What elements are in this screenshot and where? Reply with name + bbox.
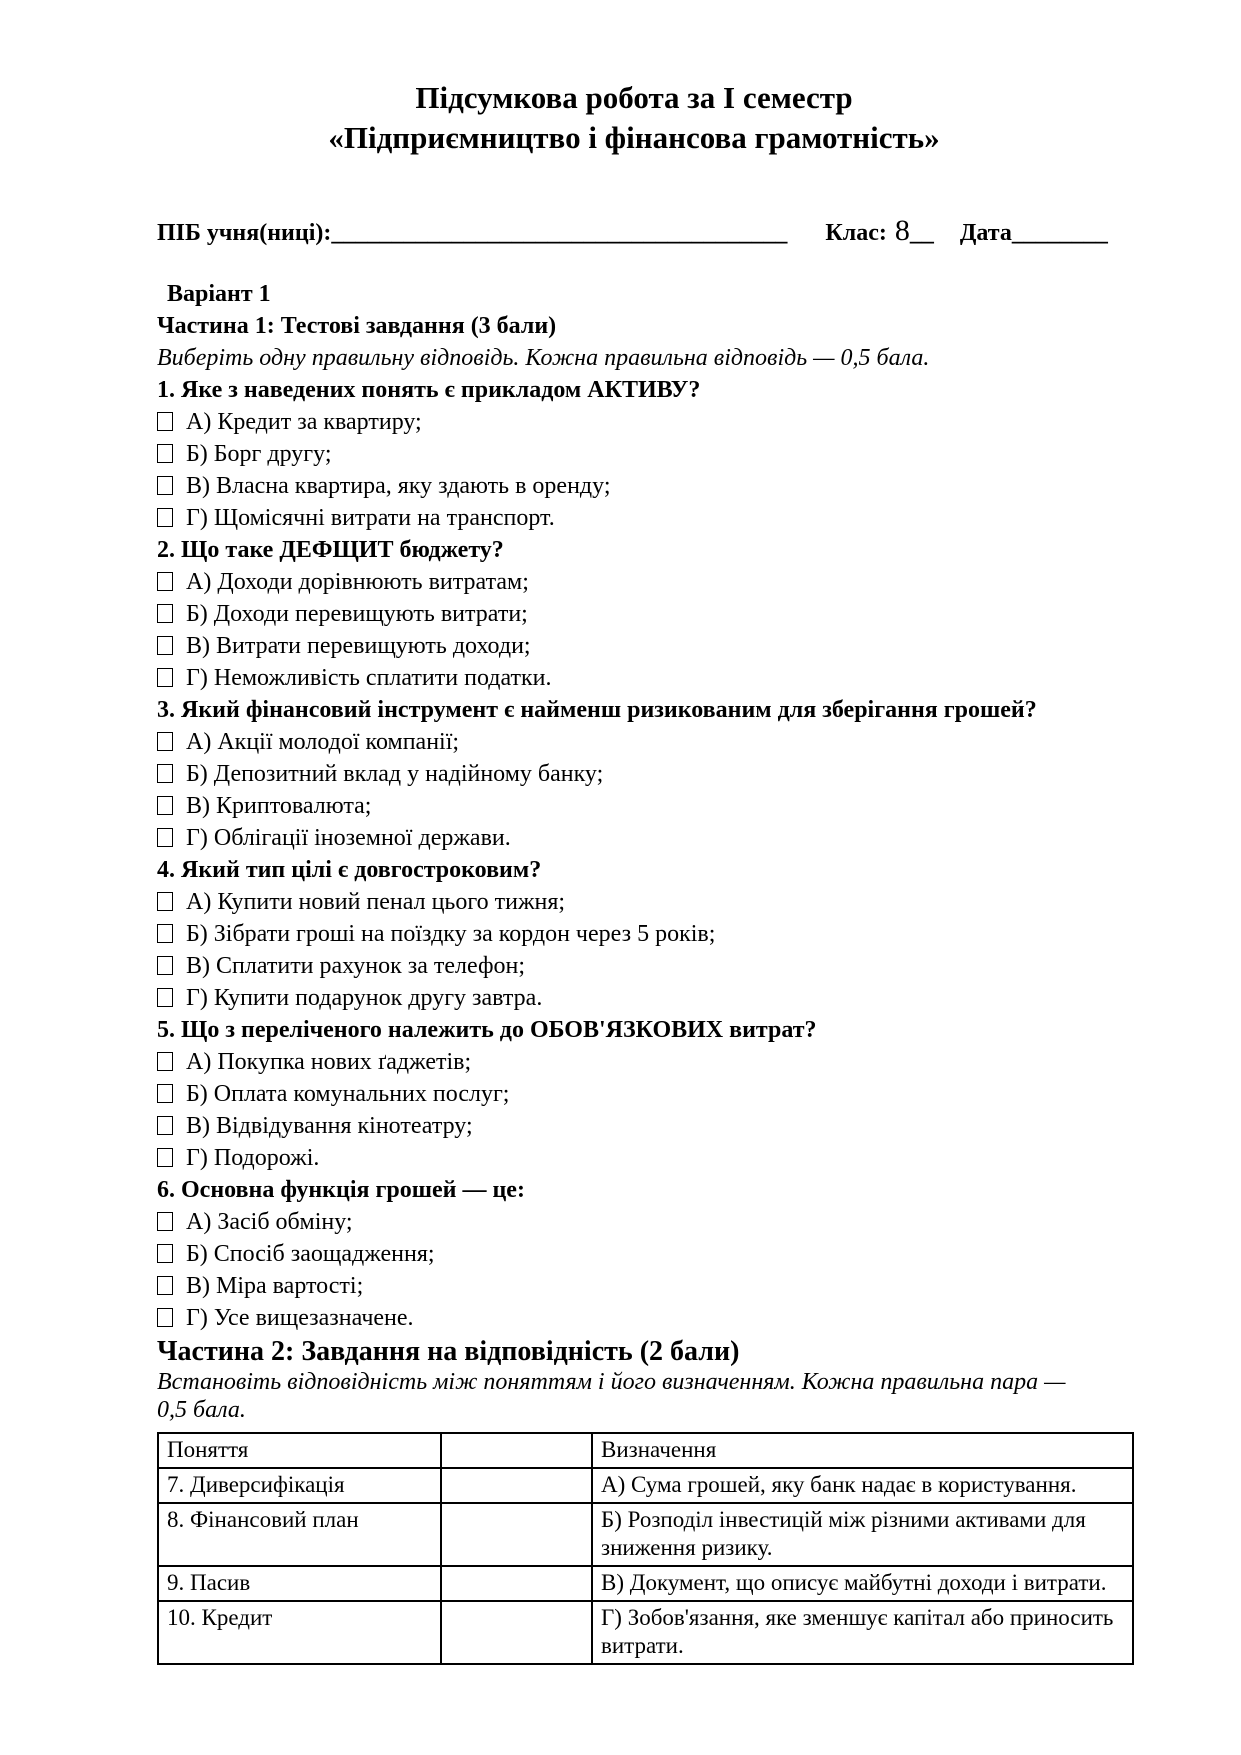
question-options (157, 1206, 1111, 1334)
concept-cell: 8. Фінансовий план (158, 1503, 441, 1566)
option-row (157, 1206, 1111, 1238)
concept-column-header: Поняття (158, 1433, 441, 1468)
option-row (157, 630, 1111, 662)
question-text: 3. Який фінансовий інструмент є найменш ризикованим для зберігання грошей? (157, 697, 1037, 723)
student-name-label: ПІБ учня(ниці): (157, 220, 332, 246)
concept-cell: 7. Диверсифікація (158, 1468, 441, 1503)
part1-questions (157, 374, 1111, 1334)
answer-checkbox[interactable] (157, 924, 173, 943)
answer-checkbox[interactable] (157, 572, 173, 591)
option-row (157, 918, 1111, 950)
part2-heading: Частина 2: Завдання на відповідність (2 бали) (157, 1336, 740, 1367)
class-label: Клас: (825, 220, 887, 246)
option-label: В) Міра вартості; (186, 1273, 364, 1299)
part2-instruction: Встановіть відповідність між поняттям і його визначенням. Кожна правильна пара — 0,5 бала. (157, 1369, 1066, 1423)
table-row (158, 1566, 1133, 1601)
answer-checkbox[interactable] (157, 444, 173, 463)
answer-cell[interactable] (441, 1601, 592, 1664)
answer-column-header (441, 1433, 592, 1468)
date-label: Дата (959, 220, 1012, 246)
definition-cell: А) Сума грошей, яку банк надає в користування. (592, 1468, 1133, 1503)
answer-checkbox[interactable] (157, 1052, 173, 1071)
option-label: Г) Облігації іноземної держави. (186, 825, 511, 851)
class-field[interactable]: __ (909, 220, 934, 246)
answer-cell[interactable] (441, 1468, 592, 1503)
question-block (157, 1014, 1111, 1174)
answer-checkbox[interactable] (157, 1308, 173, 1327)
part1-instruction: Виберіть одну правильну відповідь. Кожна правильна відповідь — 0,5 бала. (157, 345, 930, 371)
answer-checkbox[interactable] (157, 636, 173, 655)
option-row (157, 1142, 1111, 1174)
question-block (157, 534, 1111, 694)
question-text: 2. Що таке ДЕФЩИТ бюджету? (157, 537, 504, 563)
option-row (157, 1046, 1111, 1078)
answer-checkbox[interactable] (157, 476, 173, 495)
answer-checkbox[interactable] (157, 1244, 173, 1263)
option-label: В) Власна квартира, яку здають в оренду; (186, 473, 611, 499)
answer-checkbox[interactable] (157, 892, 173, 911)
question-options (157, 406, 1111, 534)
definition-cell: Б) Розподіл інвестицій між різними активами для зниження ризику. (592, 1503, 1133, 1566)
option-row (157, 1238, 1111, 1270)
answer-checkbox[interactable] (157, 1116, 173, 1135)
document-title (157, 78, 1111, 158)
question-block (157, 854, 1111, 1014)
option-label: Г) Усе вищезазначене. (186, 1305, 414, 1331)
answer-checkbox[interactable] (157, 988, 173, 1007)
answer-cell[interactable] (441, 1503, 592, 1566)
answer-checkbox[interactable] (157, 796, 173, 815)
question-block (157, 694, 1111, 854)
answer-checkbox[interactable] (157, 956, 173, 975)
option-row (157, 662, 1111, 694)
option-label: Г) Подорожі. (186, 1145, 320, 1171)
answer-checkbox[interactable] (157, 764, 173, 783)
class-value: 8 (894, 214, 910, 247)
option-row (157, 598, 1111, 630)
option-row (157, 726, 1111, 758)
answer-checkbox[interactable] (157, 412, 173, 431)
option-label: А) Покупка нових ґаджетів; (186, 1049, 472, 1075)
table-row (158, 1468, 1133, 1503)
question-text: 4. Який тип цілі є довгостроковим? (157, 857, 542, 883)
option-label: Б) Депозитний вклад у надійному банку; (186, 761, 604, 787)
concept-cell: 9. Пасив (158, 1566, 441, 1601)
option-row (157, 406, 1111, 438)
question-options (157, 566, 1111, 694)
option-label: А) Доходи дорівнюють витратам; (186, 569, 529, 595)
question-block (157, 374, 1111, 534)
date-field[interactable]: ________ (1011, 220, 1108, 246)
question-options (157, 1046, 1111, 1174)
option-row (157, 1270, 1111, 1302)
answer-checkbox[interactable] (157, 1084, 173, 1103)
option-label: Б) Борг другу; (186, 441, 332, 467)
option-row (157, 502, 1111, 534)
student-info-row (157, 214, 1111, 248)
document-title-line2: «Підприємництво і фінансова грамотність» (328, 120, 940, 155)
definition-column-header: Визначення (592, 1433, 1133, 1468)
option-label: Б) Оплата комунальних послуг; (186, 1081, 510, 1107)
question-text: 6. Основна функція грошей — це: (157, 1177, 525, 1203)
question-text: 5. Що з переліченого належить до ОБОВ'ЯЗКОВИХ витрат? (157, 1017, 817, 1043)
question-options (157, 886, 1111, 1014)
option-label: В) Витрати перевищують доходи; (186, 633, 531, 659)
answer-checkbox[interactable] (157, 1276, 173, 1295)
option-row (157, 790, 1111, 822)
table-row (158, 1503, 1133, 1566)
part1-heading: Частина 1: Тестові завдання (3 бали) (157, 313, 557, 339)
answer-checkbox[interactable] (157, 604, 173, 623)
definition-cell: В) Документ, що описує майбутні доходи і витрати. (592, 1566, 1133, 1601)
definition-cell: Г) Зобов'язання, яке зменшує капітал або приносить витрати. (592, 1601, 1133, 1664)
document-title-line1: Підсумкова робота за І семестр (415, 80, 853, 115)
option-label: А) Акції молодої компанії; (186, 729, 460, 755)
answer-checkbox[interactable] (157, 1148, 173, 1167)
option-row (157, 822, 1111, 854)
variant-label: Варіант 1 (167, 281, 271, 307)
option-row (157, 1078, 1111, 1110)
option-label: Г) Купити подарунок другу завтра. (186, 985, 543, 1011)
option-row (157, 1302, 1111, 1334)
option-label: Б) Спосіб заощадження; (186, 1241, 435, 1267)
option-row (157, 758, 1111, 790)
question-text: 1. Яке з наведених понять є прикладом АКТИВУ? (157, 377, 701, 403)
answer-checkbox[interactable] (157, 828, 173, 847)
option-label: Г) Щомісячні витрати на транспорт. (186, 505, 555, 531)
option-row (157, 886, 1111, 918)
answer-checkbox[interactable] (157, 732, 173, 751)
option-label: А) Засіб обміну; (186, 1209, 353, 1235)
option-label: А) Купити новий пенал цього тижня; (186, 889, 566, 915)
option-label: Г) Неможливість сплатити податки. (186, 665, 552, 691)
option-row (157, 566, 1111, 598)
answer-cell[interactable] (441, 1566, 592, 1601)
question-options (157, 726, 1111, 854)
option-label: В) Сплатити рахунок за телефон; (186, 953, 526, 979)
option-row (157, 438, 1111, 470)
option-label: В) Відвідування кінотеатру; (186, 1113, 473, 1139)
table-row (158, 1601, 1133, 1664)
matching-table (157, 1432, 1134, 1665)
option-label: В) Криптовалюта; (186, 793, 372, 819)
matching-table-body (158, 1468, 1133, 1664)
answer-checkbox[interactable] (157, 1212, 173, 1231)
answer-checkbox[interactable] (157, 668, 173, 687)
student-name-field[interactable]: ______________________________________ (331, 220, 788, 246)
question-block (157, 1174, 1111, 1334)
table-header-row (158, 1433, 1133, 1468)
option-label: А) Кредит за квартиру; (186, 409, 422, 435)
option-label: Б) Доходи перевищують витрати; (186, 601, 528, 627)
concept-cell: 10. Кредит (158, 1601, 441, 1664)
option-row (157, 982, 1111, 1014)
option-label: Б) Зібрати гроші на поїздку за кордон через 5 років; (186, 921, 716, 947)
answer-checkbox[interactable] (157, 508, 173, 527)
option-row (157, 470, 1111, 502)
option-row (157, 1110, 1111, 1142)
option-row (157, 950, 1111, 982)
